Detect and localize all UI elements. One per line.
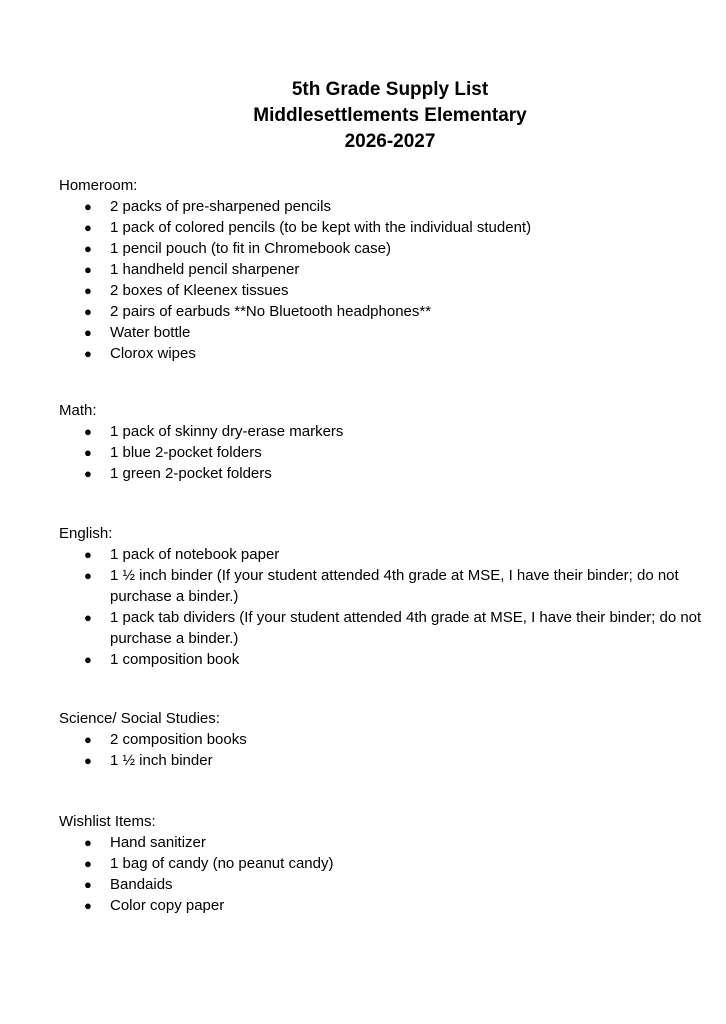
bullet-icon: ● [84, 732, 92, 747]
title-supply-list: 5th Grade Supply List [291, 79, 489, 100]
section-heading: Science/ Social Studies: [59, 710, 220, 727]
list-item: ● Bandaids [84, 876, 173, 893]
section-heading: Math: [59, 402, 97, 419]
bullet-icon: ● [84, 241, 92, 256]
section-heading: Wishlist Items: [59, 813, 156, 830]
section-heading: Homeroom: [59, 177, 138, 194]
section-homeroom [59, 175, 709, 364]
list-item: ● 2 composition books [84, 731, 247, 748]
bullet-icon: ● [84, 856, 92, 871]
bullet-icon: ● [84, 877, 92, 892]
list-item: ● 1 pack of colored pencils (to be kept with the individual student) [84, 219, 532, 236]
bullet-icon: ● [84, 898, 92, 913]
supply-list [59, 729, 709, 771]
list-item: ● 2 packs of pre-sharpened pencils [84, 198, 331, 215]
bullet-icon: ● [84, 220, 92, 235]
list-item: ● 1 handheld pencil sharpener [84, 261, 300, 278]
bullet-icon: ● [84, 547, 92, 562]
section-heading: English: [59, 525, 113, 542]
bullet-icon: ● [84, 753, 92, 768]
section-english [59, 523, 709, 670]
bullet-icon: ● [84, 568, 92, 583]
bullet-icon: ● [84, 424, 92, 439]
list-item: ● 1 composition book [84, 651, 240, 668]
list-item: ● 2 pairs of earbuds **No Bluetooth headphones** [84, 303, 432, 320]
supply-list [59, 544, 709, 670]
supply-list [59, 421, 709, 484]
section-wishlist [59, 811, 709, 916]
list-item: ● 2 boxes of Kleenex tissues [84, 282, 289, 299]
title-school-name: Middlesettlements Elementary [253, 105, 527, 126]
list-item: ● 1 pack of notebook paper [84, 546, 280, 563]
list-item: ● Clorox wipes [84, 345, 196, 362]
bullet-icon: ● [84, 610, 92, 625]
bullet-icon: ● [84, 199, 92, 214]
list-item: ● 1 pack tab dividers (If your student attended 4th grade at MSE, I have their binder; do not purchase a binder.) [84, 609, 702, 647]
bullet-icon: ● [84, 346, 92, 361]
bullet-icon: ● [84, 325, 92, 340]
list-item: ● 1 green 2-pocket folders [84, 465, 272, 482]
list-item: ● 1 ½ inch binder [84, 752, 213, 769]
title-school-year: 2026-2027 [344, 131, 436, 152]
list-item: ● 1 blue 2-pocket folders [84, 444, 262, 461]
bullet-icon: ● [84, 652, 92, 667]
bullet-icon: ● [84, 262, 92, 277]
list-item: ● 1 ½ inch binder (If your student attended 4th grade at MSE, I have their binder; do not purchase a binder.) [84, 567, 679, 605]
list-item: ● Hand sanitizer [84, 834, 206, 851]
list-item: ● Water bottle [84, 324, 191, 341]
list-item: ● 1 pencil pouch (to fit in Chromebook case) [84, 240, 391, 257]
section-math [59, 400, 709, 484]
document-title [0, 77, 726, 155]
supply-list [59, 196, 709, 364]
bullet-icon: ● [84, 445, 92, 460]
list-item: ● 1 pack of skinny dry-erase markers [84, 423, 344, 440]
supply-list [59, 832, 709, 916]
section-science-social-studies [59, 708, 709, 771]
list-item: ● 1 bag of candy (no peanut candy) [84, 855, 334, 872]
list-item: ● Color copy paper [84, 897, 225, 914]
bullet-icon: ● [84, 283, 92, 298]
bullet-icon: ● [84, 466, 92, 481]
bullet-icon: ● [84, 835, 92, 850]
bullet-icon: ● [84, 304, 92, 319]
